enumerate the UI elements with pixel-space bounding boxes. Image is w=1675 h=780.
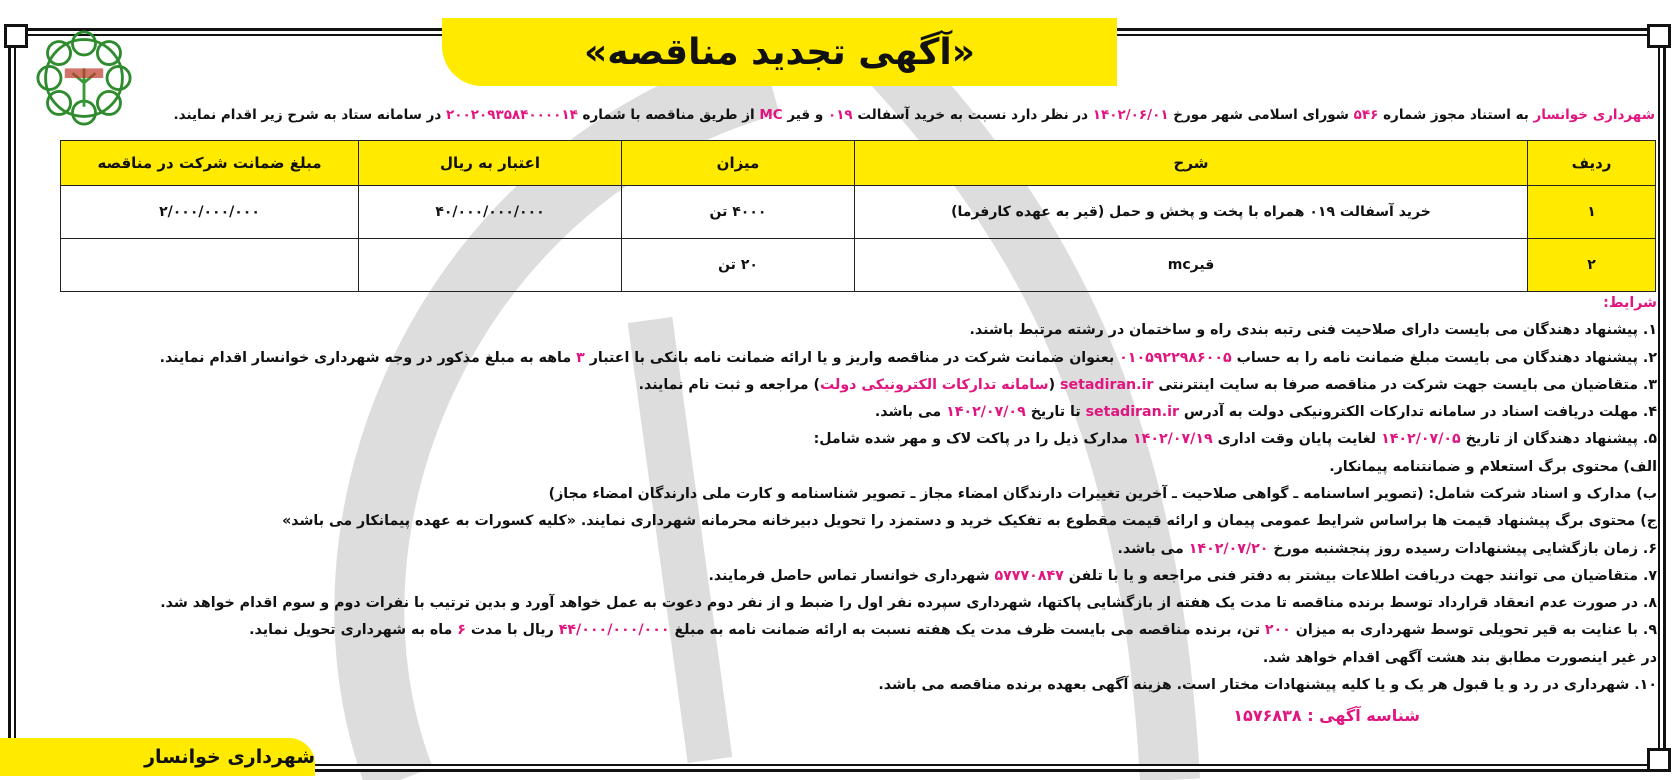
- text-segment: (: [1048, 376, 1060, 393]
- frame-corner: [1647, 24, 1671, 48]
- highlighted-text: ۱۴۰۲/۰۷/۰۵: [1381, 431, 1461, 448]
- text-segment: از طریق مناقصه با شماره: [577, 107, 760, 123]
- text-segment: ب) مدارک و اسناد شرکت شامل: (تصویر اساسنامه ـ گواهی صلاحیت ـ آخرین تغییرات دارندگان امضاء مجاز ـ تصویر شناسنامه و کارت ملی دارندگان امضاء مجاز): [548, 485, 1657, 502]
- page-title: «آگهی تجدید مناقصه»: [442, 18, 1117, 86]
- condition-item: [17, 321, 1657, 339]
- text-segment: تن، برنده مناقصه می بایست ظرف مدت یک هفته نسبت به ارائه ضمانت نامه به مبلغ: [669, 622, 1265, 639]
- condition-item: [17, 567, 1657, 585]
- text-segment: ماه به شهرداری تحویل نماید.: [249, 622, 458, 639]
- row-guarantee: ۲/۰۰۰/۰۰۰/۰۰۰: [61, 186, 359, 239]
- text-segment: در سامانه ستاد به شرح زیر اقدام نمایند.: [173, 107, 447, 123]
- row-description: خرید آسفالت ۰۱۹ همراه با پخت و پخش و حمل (قیر به عهده کارفرما): [855, 186, 1528, 239]
- highlighted-text: ۲۰۰۲۰۹۳۵۸۴۰۰۰۰۱۴: [446, 107, 578, 123]
- highlighted-text: ۶: [457, 622, 466, 639]
- text-segment: ریال با مدت: [465, 622, 559, 639]
- col-header-credit: اعتبار به ریال: [359, 141, 622, 186]
- row-credit: ۴۰/۰۰۰/۰۰۰/۰۰۰: [359, 186, 622, 239]
- col-header-quantity: میزان: [622, 141, 855, 186]
- condition-item: [17, 512, 1657, 530]
- highlighted-text: ۲۰۰: [1264, 622, 1291, 639]
- highlighted-text: ۵۴۶: [1353, 107, 1379, 123]
- condition-item: [17, 403, 1657, 421]
- row-credit: [359, 239, 622, 292]
- highlighted-text: MC: [759, 107, 783, 123]
- text-segment: شهرداری خوانسار تماس حاصل فرمایند.: [708, 567, 995, 584]
- text-segment: ۲. پیشنهاد دهندگان می بایست مبلغ ضمانت نامه را به حساب: [1231, 349, 1657, 366]
- highlighted-text: setadiran.ir: [1060, 376, 1154, 393]
- text-segment: ۵. پیشنهاد دهندگان از تاریخ: [1460, 431, 1657, 448]
- frame-corner: [1647, 748, 1671, 772]
- text-segment: بعنوان ضمانت شرکت در مناقصه واریز و یا ارائه ضمانت نامه بانکی با اعتبار: [584, 349, 1120, 366]
- text-segment: ۳. متقاضیان می بایست جهت شرکت در مناقصه صرفا به سایت اینترنتی: [1153, 376, 1657, 393]
- highlighted-text: setadiran.ir: [1085, 404, 1179, 421]
- highlighted-text: ۱۴۰۲/۰۷/۱۹: [1133, 431, 1213, 448]
- text-segment: می باشد.: [874, 404, 947, 421]
- condition-item: [17, 621, 1657, 639]
- text-segment: به استناد مجوز شماره: [1378, 107, 1534, 123]
- text-segment: ۸. در صورت عدم انعقاد قرارداد توسط برنده مناقصه تا مدت یک هفته از بازگشایی پاکتها، شهرداری سپرده نفر اول را ضبط و از نفر دوم دعوت به عمل خواهد آورد و بدین ترتیب با نفرات دوم و سوم اقدام خواهد شد.: [160, 595, 1657, 612]
- text-segment: الف) محتوی برگ استعلام و ضمانتنامه پیمانکار.: [1329, 458, 1657, 475]
- col-header-description: شرح: [855, 141, 1528, 186]
- condition-item: [17, 676, 1657, 694]
- condition-item: [17, 376, 1657, 394]
- text-segment: ماهه به مبلغ مذکور در وجه شهرداری خوانسار اقدام نمایند.: [159, 349, 577, 366]
- highlighted-text: شرایط:: [1603, 295, 1657, 311]
- text-segment: ۶. زمان بازگشایی پیشنهادات رسیده روز پنجشنبه مورخ: [1268, 540, 1657, 557]
- highlighted-text: سامانه تدارکات الکترونیکی دولت: [819, 376, 1049, 393]
- conditions-heading: [17, 294, 1657, 312]
- highlighted-text: ۰۱۹: [827, 107, 853, 123]
- text-segment: ۱۰. شهرداری در رد و یا قبول هر یک و یا کلیه پیشنهادات مختار است. هزینه آگهی بعهده برنده مناقصه می باشد.: [878, 676, 1657, 693]
- row-quantity: ۴۰۰۰ تن: [622, 186, 855, 239]
- frame-corner: [4, 24, 28, 48]
- row-number: ۲: [1528, 239, 1656, 292]
- text-segment: و قیر: [782, 107, 828, 123]
- row-guarantee: [61, 239, 359, 292]
- ad-id: شناسه آگهی : ۱۵۷۶۸۳۸: [1233, 706, 1420, 725]
- highlighted-text: ۳: [576, 349, 585, 366]
- row-description: قیرmc: [855, 239, 1528, 292]
- text-segment: ۷. متقاضیان می توانند جهت دریافت اطلاعات بیشتر به دفتر فنی مراجعه و یا با تلفن: [1063, 567, 1657, 584]
- condition-item: [17, 485, 1657, 503]
- tender-table: [60, 140, 1656, 292]
- col-header-row-number: ردیف: [1528, 141, 1656, 186]
- row-quantity: ۲۰ تن: [622, 239, 855, 292]
- row-number: ۱: [1528, 186, 1656, 239]
- text-segment: تا تاریخ: [1025, 404, 1086, 421]
- text-segment: می باشد.: [1117, 540, 1189, 557]
- text-segment: ۱. پیشنهاد دهندگان می بایست دارای صلاحیت فنی رتبه بندی راه و ساختمان در رشته مرتبط باشند.: [969, 322, 1657, 339]
- condition-item: [17, 649, 1657, 667]
- text-segment: در غیر اینصورت مطابق بند هشت آگهی اقدام خواهد شد.: [1262, 649, 1657, 666]
- table-row: [61, 186, 1656, 239]
- col-header-guarantee: مبلغ ضمانت شرکت در مناقصه: [61, 141, 359, 186]
- text-segment: ۹. با عنایت به قیر تحویلی توسط شهرداری به میزان: [1290, 622, 1657, 639]
- highlighted-text: شهرداری خوانسار: [1533, 107, 1655, 123]
- text-segment: شورای اسلامی شهر مورخ: [1168, 107, 1354, 123]
- condition-item: [17, 540, 1657, 558]
- condition-item: [17, 349, 1657, 367]
- highlighted-text: ۵۷۷۷۰۸۴۷: [994, 567, 1064, 584]
- intro-paragraph: [15, 106, 1655, 124]
- condition-item: [17, 594, 1657, 612]
- table-header-row: [61, 141, 1656, 186]
- text-segment: در نظر دارد نسبت به خرید آسفالت: [852, 107, 1093, 123]
- text-segment: مدارک ذیل را در پاکت لاک و مهر شده شامل:: [813, 431, 1133, 448]
- text-segment: ج) محتوی برگ پیشنهاد قیمت ها براساس شرایط عمومی پیمان و ارائه قیمت مقطوع به تفکیک خرید و دستمزد را تحویل دبیرخانه محرمانه شهرداری نمایند. «کلیه کسورات به عهده پیمانکار می باشد»: [282, 513, 1657, 530]
- text-segment: لغایت پایان وقت اداری: [1212, 431, 1382, 448]
- condition-item: [17, 458, 1657, 476]
- highlighted-text: ۰۱۰۵۹۲۲۹۸۶۰۰۵: [1119, 349, 1232, 366]
- highlighted-text: ۱۴۰۲/۰۶/۰۱: [1092, 107, 1169, 123]
- highlighted-text: ۱۴۰۲/۰۷/۲۰: [1188, 540, 1269, 557]
- text-segment: ۴. مهلت دریافت اسناد در سامانه تدارکات الکترونیکی دولت به آدرس: [1178, 404, 1657, 421]
- highlighted-text: ۴۴/۰۰۰/۰۰۰/۰۰۰: [558, 622, 670, 639]
- footer-municipality-name: شهرداری خوانسار: [0, 738, 315, 776]
- table-row: [61, 239, 1656, 292]
- highlighted-text: ۱۴۰۲/۰۷/۰۹: [946, 404, 1026, 421]
- text-segment: ) مراجعه و ثبت نام نمایند.: [638, 376, 820, 393]
- condition-item: [17, 430, 1657, 448]
- conditions-list: [17, 294, 1657, 694]
